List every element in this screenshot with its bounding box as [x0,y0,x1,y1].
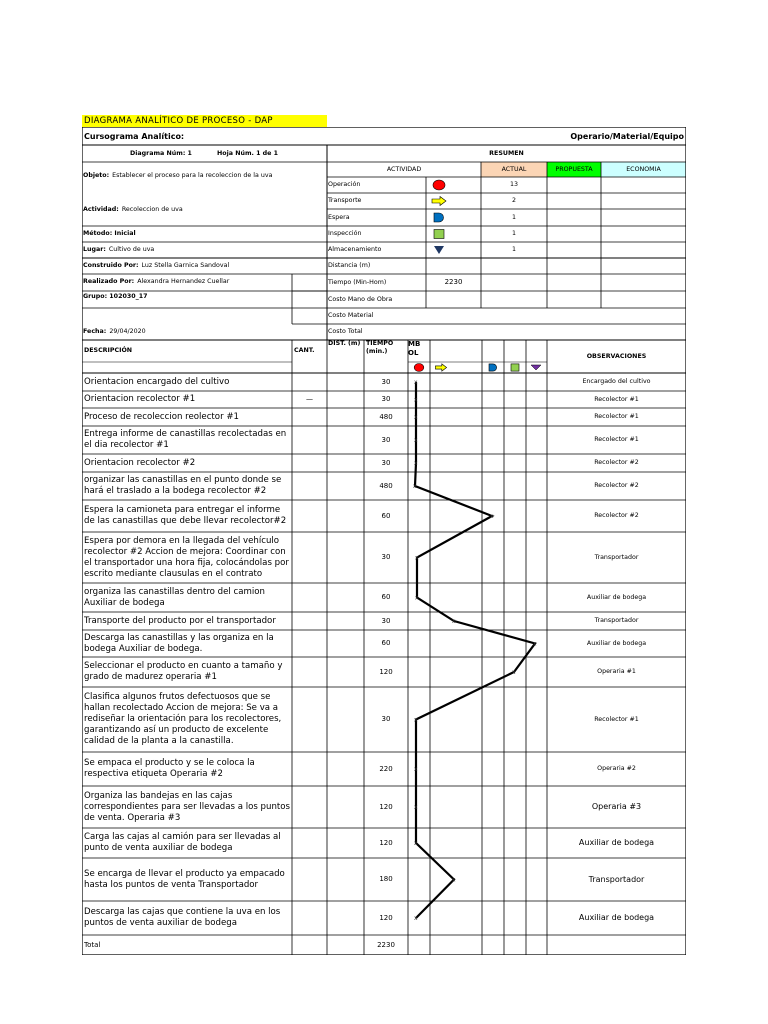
row-0-observacion [547,373,686,391]
row-6-observacion-text: Recolector #2 [594,512,639,519]
row-5-cant [292,472,327,500]
row-12-tiempo [364,687,408,752]
costo-mano-label-text: Costo Mano de Obra [328,295,393,303]
row-13-observacion [547,752,686,786]
row-7-observacion [547,532,686,583]
step-mark-11: x [512,669,516,676]
step-mark-6: x [490,513,494,520]
lugar-field-label: Lugar: [83,246,106,253]
row-15-tiempo [364,828,408,858]
row-13-description-text: Se empaca el producto y se le coloca la respectiva etiqueta Operaria #2 [84,758,255,779]
row-15-cant [292,828,327,858]
cursograma-label [84,128,284,145]
summary-row-3-label [328,226,426,242]
hoja-num [217,146,317,162]
row-3-observacion-text: Recolector #1 [594,436,639,443]
lugar-field [83,242,327,258]
row-10-observacion [547,630,686,657]
lugar-field-value: Cultivo de uva [108,246,155,253]
resumen-label [327,146,686,162]
legend-circle-icon [414,364,424,372]
row-10-description [84,630,291,657]
costo-total-label-text: Costo Total [328,328,363,335]
row-17-tiempo [364,901,408,935]
row-11-tiempo [364,657,408,687]
costo-material-label [328,308,426,324]
summary-row-1-symbol [432,197,446,206]
summary-row-2-symbol [434,213,444,222]
metodo-field-text: Método: Inicial [83,230,136,237]
row-1-cant-text: — [306,395,313,403]
simbolo-col-header [408,340,430,362]
row-16-observacion-text: Transportador [588,874,645,884]
dap-sheet [82,127,686,955]
step-mark-1: x [414,396,418,404]
row-7-cant [292,532,327,583]
row-16-tiempo-text: 180 [379,875,393,883]
row-16-cant [292,858,327,901]
row-9-description-text: Transporte del producto por el transportador [84,615,276,626]
row-13-tiempo-text: 220 [379,764,393,773]
step-mark-5: x [413,483,417,490]
row-14-description [84,786,291,828]
operario-label [462,128,684,145]
actividad-field [83,193,327,226]
row-7-tiempo [364,532,408,583]
summary-row-2-label [328,209,426,226]
row-9-tiempo-text: 30 [381,616,391,625]
summary-row-2-label-text: Espera [328,213,350,221]
row-8-tiempo-text: 60 [381,593,391,601]
row-5-tiempo-text: 480 [379,481,393,490]
tiempo-col-header [366,340,408,362]
row-7-tiempo-text: 30 [381,553,391,561]
objeto-field [83,163,327,189]
step-mark-8: x [415,594,419,602]
dist-col-header [328,340,364,362]
row-13-cant [292,752,327,786]
row-12-tiempo-text: 30 [381,715,391,723]
row-11-tiempo-text: 120 [379,667,393,676]
legend-triangle-icon [531,365,541,370]
row-2-tiempo-text: 480 [379,412,393,421]
tiempo-col-header-text: TIEMPO (min.) [366,340,394,355]
dist-col-header-text: DIST. (m) [328,340,361,347]
row-9-observacion [547,612,686,630]
row-4-cant [292,454,327,472]
fecha-field-value: 29/04/2020 [109,328,146,335]
row-17-description-text: Descarga las cajas que contiene la uva en los puntos de venta auxiliar de bodega [84,907,281,928]
row-5-observacion [547,472,686,500]
row-7-description [84,532,291,583]
row-14-observacion [547,786,686,828]
row-11-description-text: Seleccionar el producto en cuanto a tamaño y grado de madurez operaria #1 [84,661,283,682]
observaciones-col-header [547,340,686,373]
summary-row-0-label [328,177,426,193]
row-12-observacion [547,687,686,752]
summary-row-0-actual [481,177,547,193]
row-6-description-text: Espera la camioneta para entregar el informe de las canastillas que debe llevar recolector#2 [84,505,287,526]
cant-col-header-text: CANT. [294,347,315,354]
summary-row-3-symbol [434,230,444,239]
distancia-label [328,258,426,274]
step-mark-13: x [414,766,418,773]
row-4-description [84,454,291,472]
row-17-tiempo-text: 120 [379,913,393,922]
cant-col-header [294,342,327,360]
row-0-tiempo-text: 30 [381,377,391,386]
actividad-field-value: Recoleccion de uva [121,205,183,213]
row-3-tiempo [364,426,408,454]
row-14-description-text: Organiza las bandejas en las cajas correspondientes para ser llevadas a los puntos de venta. Operaria #3 [84,790,291,823]
step-mark-2: x [414,414,418,421]
row-12-description-text: Clasifica algunos frutos defectuosos que se hallan recolectado Accion de mejora: Se va a rediseñar la orientación para los recolectores, garantizando así un producto de excelente calidad de la planta a la canastilla. [84,692,282,746]
row-2-tiempo [364,408,408,426]
fecha-field-label: Fecha: [83,328,107,335]
row-3-description-text: Entrega informe de canastillas recolectadas en el dia recolector #1 [84,429,287,450]
row-10-tiempo [364,630,408,657]
row-7-description-text: Espera por demora en la llegada del vehículo recolector #2 Accion de mejora: Coordinar con el transportador una hora fija, colocándolas por escrito mediante clausulas en el contrato [84,535,289,579]
step-mark-0: x [414,379,418,386]
row-14-observacion-text: Operaria #3 [591,802,642,811]
costo-total-label [328,324,426,340]
row-8-cant [292,583,327,612]
row-0-tiempo [364,373,408,391]
realizado-field-value: Alexandra Hernandez Cuellar [137,278,230,285]
summary-row-3-actual-text: 1 [511,230,516,237]
row-11-observacion-text: Operaria #1 [597,668,636,675]
summary-row-2-actual [481,209,547,226]
tiempo-label-text: Tiempo (Min-Hom) [328,278,387,286]
row-1-tiempo [364,391,408,408]
row-3-tiempo-text: 30 [381,435,391,444]
propuesta-col-header [547,162,601,177]
row-5-description [84,472,291,500]
page-title: DIAGRAMA ANALÍTICO DE PROCESO - DAP [82,115,327,127]
row-2-description-text: Proceso de recoleccion reolector #1 [84,411,239,422]
row-4-tiempo-text: 30 [381,458,391,467]
step-mark-4: x [414,460,418,467]
diagrama-num-text: Diagrama Núm: 1 [130,150,192,157]
step-mark-14: x [414,804,418,811]
row-14-tiempo [364,786,408,828]
row-16-description [84,858,291,901]
row-11-cant [292,657,327,687]
row-1-observacion [547,391,686,408]
summary-row-2-actual-text: 1 [511,213,516,221]
actividad-col-header-text: ACTIVIDAD [386,165,422,173]
total-value [364,935,408,955]
propuesta-col-header-text: PROPUESTA [555,165,593,173]
row-17-observacion [547,901,686,935]
row-4-tiempo [364,454,408,472]
distancia-label-text: Distancia (m) [328,262,371,269]
total-value-text: 2230 [377,940,395,949]
row-15-description-text: Carga las cajas al camión para ser llevadas al punto de venta auxiliar de bodega [84,832,281,853]
row-17-observacion-text: Auxiliar de bodega [578,913,655,922]
costo-material-label-text: Costo Material [328,312,374,319]
row-9-description [84,612,291,630]
row-3-cant [292,426,327,454]
simbolo-col-header-text: MB OL [408,340,421,357]
fecha-field [83,324,327,340]
row-17-description [84,901,291,935]
economia-col-header [601,162,686,177]
row-15-tiempo-text: 120 [379,838,393,847]
row-11-observacion [547,657,686,687]
summary-row-1-label-text: Transporte [328,197,362,204]
row-6-observacion [547,500,686,532]
row-16-tiempo [364,858,408,901]
row-13-observacion-text: Operaria #2 [597,765,636,772]
row-7-observacion-text: Transportador [594,553,639,561]
actual-col-header [481,162,547,177]
summary-row-0-actual-text: 13 [509,181,518,188]
row-10-cant [292,630,327,657]
actividad-field-label: Actividad: [83,205,119,213]
row-9-tiempo [364,612,408,630]
row-10-observacion-text: Auxiliar de bodega [586,639,647,647]
summary-row-4-label [328,242,426,258]
row-6-tiempo-text: 60 [381,511,391,520]
row-0-cant [292,373,327,391]
row-6-cant [292,500,327,532]
construido-field-label: Construido Por: [83,262,139,269]
summary-row-3-label-text: Inspección [328,230,362,237]
cursograma-label-text: Cursograma Analítico: [84,131,185,141]
summary-row-4-symbol [434,246,444,254]
row-9-cant [292,612,327,630]
row-9-observacion-text: Transportador [594,617,639,624]
row-5-observacion-text: Recolector #2 [594,482,639,489]
row-0-description-text: Orientacion encargado del cultivo [84,376,230,387]
row-4-observacion [547,454,686,472]
row-8-observacion-text: Auxiliar de bodega [586,593,647,601]
summary-row-0-label-text: Operación [328,181,361,188]
actual-col-header-text: ACTUAL [501,165,527,173]
row-0-observacion-text: Encargado del cultivo [582,378,651,385]
row-15-description [84,828,291,858]
step-mark-3: x [414,437,418,444]
row-11-description [84,657,291,687]
row-0-description [84,373,291,391]
row-14-cant [292,786,327,828]
observaciones-col-header-text: OBSERVACIONES [586,352,647,360]
row-6-description [84,500,291,532]
row-15-observacion-text: Auxiliar de bodega [578,838,655,847]
row-12-description [84,687,291,752]
row-14-tiempo-text: 120 [379,802,393,811]
row-1-description [84,391,291,408]
tiempo-value [426,274,481,291]
row-2-cant [292,408,327,426]
row-5-tiempo [364,472,408,500]
grupo-field [83,289,291,305]
construido-field-value: Luz Stella Garnica Sandoval [141,262,230,269]
realizado-field-label: Realizado Por: [83,278,135,285]
tiempo-label [328,274,426,291]
total-label [84,935,284,955]
row-1-description-text: Orientacion recolector #1 [84,394,196,404]
step-mark-7: x [415,554,419,562]
operario-label-text: Operario/Material/Equipo [570,131,684,141]
economia-col-header-text: ECONOMIA [626,165,661,173]
row-1-observacion-text: Recolector #1 [594,395,639,403]
row-5-description-text: organizar las canastillas en el punto donde se hará el traslado a la bodega recolector #2 [84,475,282,496]
metodo-field [83,226,327,242]
row-2-observacion [547,408,686,426]
step-mark-12: x [414,716,418,724]
row-1-tiempo-text: 30 [381,395,391,403]
row-4-observacion-text: Recolector #2 [594,459,639,466]
step-mark-10: x [533,640,537,648]
summary-row-4-actual [481,242,547,258]
row-12-cant [292,687,327,752]
summary-row-0-symbol [433,180,445,190]
summary-row-4-actual-text: 1 [511,246,516,253]
row-1-cant [292,391,327,408]
construido-field [83,258,327,274]
resumen-label-text: RESUMEN [489,150,524,157]
total-label-text: Total [84,940,101,949]
row-2-observacion-text: Recolector #1 [594,413,639,420]
hoja-num-text: Hoja Núm. 1 de 1 [217,150,279,157]
objeto-field-label: Objeto: [83,172,110,179]
row-12-observacion-text: Recolector #1 [594,715,639,723]
row-8-tiempo [364,583,408,612]
tiempo-value-text: 2230 [444,278,463,286]
actividad-col-header [327,162,481,177]
row-2-description [84,408,291,426]
row-17-cant [292,901,327,935]
legend-d-icon [489,364,497,371]
row-3-observacion [547,426,686,454]
row-15-observacion [547,828,686,858]
step-mark-16: x [452,876,456,884]
row-13-tiempo [364,752,408,786]
summary-row-1-actual [481,193,547,209]
summary-row-1-actual-text: 2 [511,197,516,204]
row-3-description [84,426,291,454]
summary-row-3-actual [481,226,547,242]
summary-row-4-label-text: Almacenamiento [328,246,382,253]
row-6-tiempo [364,500,408,532]
row-10-description-text: Descarga las canastillas y las organiza en la bodega Auxiliar de bodega. [84,632,274,654]
row-4-description-text: Orientacion recolector #2 [84,457,196,468]
legend-arrow-icon [435,364,446,371]
realizado-field [83,274,291,290]
objeto-field-value: Establecer el proceso para la recoleccion de la uva [112,172,273,179]
row-8-description [84,583,291,612]
step-mark-15: x [414,840,418,847]
step-mark-17: x [414,915,418,922]
row-8-observacion [547,583,686,612]
row-10-tiempo-text: 60 [381,639,391,647]
summary-row-1-label [328,193,426,209]
legend-square-icon [511,364,519,371]
descripcion-col-header [84,342,284,360]
row-16-description-text: Se encarga de llevar el producto ya empacado hasta los puntos de venta Transportador [84,868,285,890]
row-16-observacion [547,858,686,901]
row-8-description-text: organiza las canastillas dentro del camion Auxiliar de bodega [84,586,265,608]
diagrama-num [130,146,230,162]
step-mark-9: x [452,618,456,625]
costo-mano-label [328,291,426,308]
descripcion-col-header-text: DESCRIPCIÓN [84,347,133,354]
grupo-field-text: Grupo: 102030_17 [83,293,148,300]
row-13-description [84,752,291,786]
